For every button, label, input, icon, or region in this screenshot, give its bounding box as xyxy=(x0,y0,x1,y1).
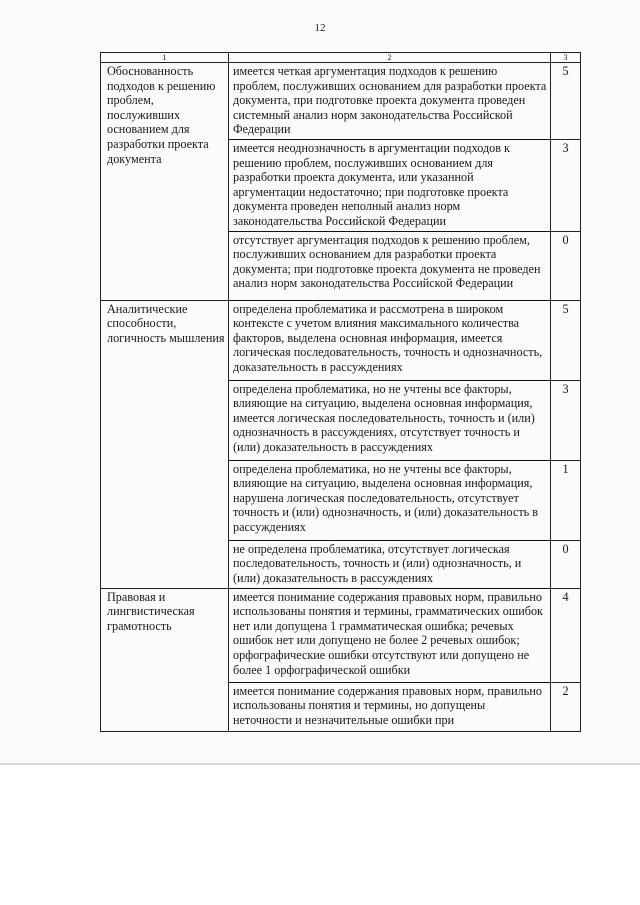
level-score: 1 xyxy=(551,460,581,540)
level-score: 4 xyxy=(551,588,581,682)
level-description: отсутствует аргументация подходов к решению проблем, послуживших основанием для разработки проекта документа; при подготовке проекта документа не проведен анализ норм законодательства Российской Федерации xyxy=(229,231,551,300)
level-description: не определена проблематика, отсутствует логическая последовательность, точность и (или) однозначность, и (или) доказательность в рассуждениях xyxy=(229,540,551,588)
level-score: 2 xyxy=(551,682,581,731)
table-row xyxy=(101,300,581,380)
level-description: имеется неоднозначность в аргументации подходов к решению проблем, послуживших основанием для разработки проекта документа, или указанной аргументации недостаточно; при подготовке проекта документа проведен неполный анализ норм законодательства Российской Федерации xyxy=(229,139,551,231)
criterion-title: Правовая и лингвистическая грамотность xyxy=(101,588,229,731)
level-score: 0 xyxy=(551,231,581,300)
level-description: определена проблематика, но не учтены все факторы, влияющие на ситуацию, выделена основная информация, имеется логическая последовательность, точность и (или) однозначность в рассуждениях, отсутствует точность и (или) доказательность в рассуждениях xyxy=(229,380,551,460)
level-description: имеется понимание содержания правовых норм, правильно использованы понятия и термины, грамматических ошибок нет или допущена 1 грамматическая ошибка; речевых ошибок нет или допущено не более 2 речевых ошибок; орфографические ошибки отсутствуют или допущено не более 1 орфографической ошибки xyxy=(229,588,551,682)
level-score: 0 xyxy=(551,540,581,588)
table-row xyxy=(101,63,581,140)
page-number: 12 xyxy=(314,22,326,34)
level-description: имеется четкая аргументация подходов к решению проблем, послуживших основанием для разработки проекта документа, при подготовке проекта документа проведен системный анализ норм законодательства Российской Федерации xyxy=(229,63,551,140)
level-description: определена проблематика и рассмотрена в широком контексте с учетом влияния максимального количества факторов, выделена основная информация, имеется логическая последовательность, точность и однозначность, доказательность в рассуждениях xyxy=(229,300,551,380)
level-score: 3 xyxy=(551,380,581,460)
scan-edge xyxy=(0,763,640,765)
header-col-3: 3 xyxy=(551,53,581,63)
header-col-2: 2 xyxy=(229,53,551,63)
criterion-title: Аналитические способности, логичность мышления xyxy=(101,300,229,588)
table-row xyxy=(101,588,581,682)
level-description: определена проблематика, но не учтены все факторы, влияющие на ситуацию, выделена основная информация, нарушена логическая последовательность, отсутствует точность и (или) однозначность, и (или) доказательность в рассуждениях xyxy=(229,460,551,540)
criteria-table xyxy=(100,52,581,732)
level-score: 5 xyxy=(551,300,581,380)
level-score: 5 xyxy=(551,63,581,140)
criteria-table-container xyxy=(100,52,580,732)
level-score: 3 xyxy=(551,139,581,231)
criterion-title: Обоснованность подходов к решению проблем, послуживших основанием для разработки проекта документа xyxy=(101,63,229,301)
header-col-1: 1 xyxy=(101,53,229,63)
level-description: имеется понимание содержания правовых норм, правильно использованы понятия и термины, но допущены неточности и незначительные ошибки при xyxy=(229,682,551,731)
header-row xyxy=(101,53,581,63)
